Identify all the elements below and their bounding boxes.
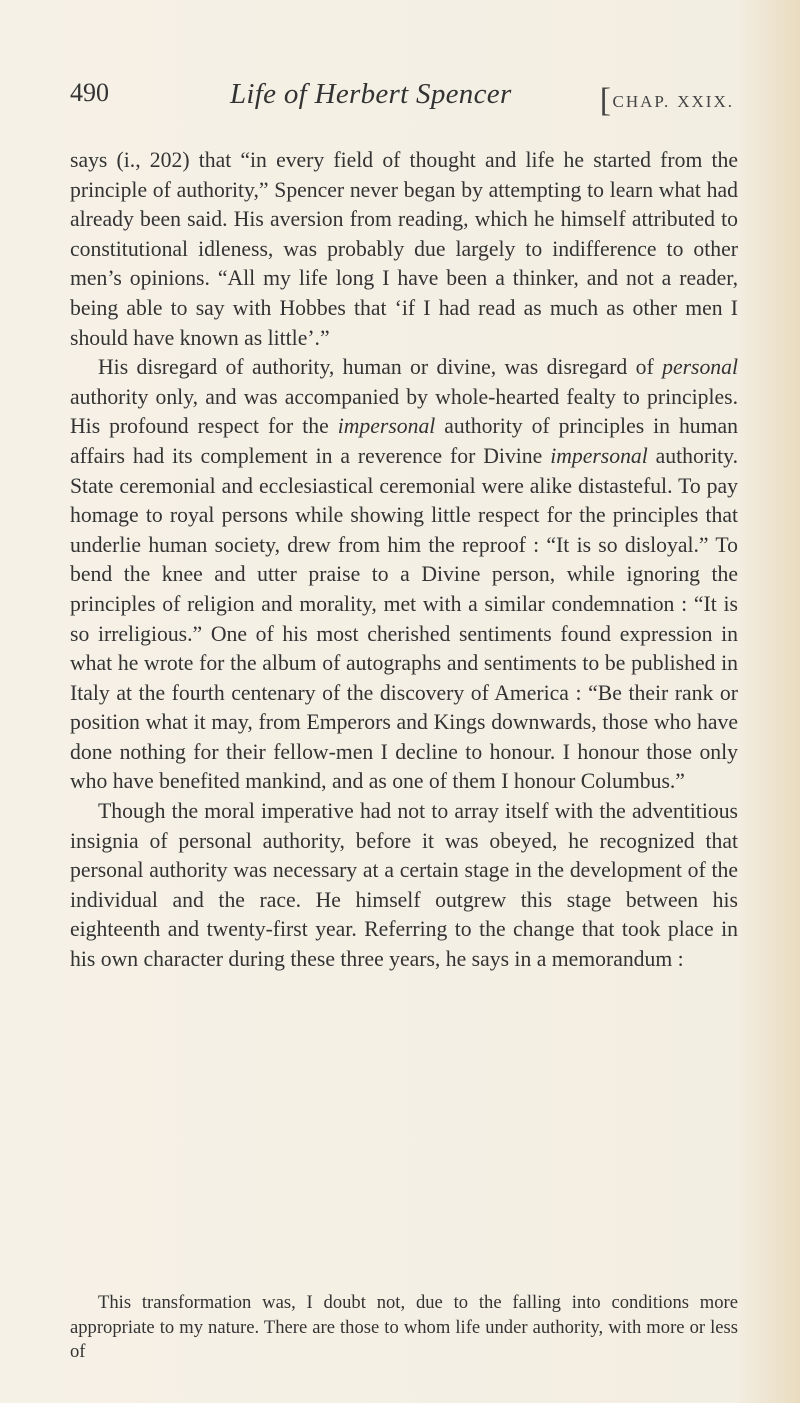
chapter-prefix: CHAP. bbox=[612, 92, 671, 111]
paragraph-2 bbox=[70, 353, 738, 797]
page-number: 490 bbox=[70, 78, 109, 107]
emphasis-impersonal-2: impersonal bbox=[550, 443, 648, 468]
body-text bbox=[70, 146, 738, 975]
chapter-number: XXIX. bbox=[677, 92, 734, 111]
block-quote: This transformation was, I doubt not, due to the falling into conditions more appropriate to my nature. There are those to whom life under authority, with more or less of bbox=[70, 1292, 738, 1362]
chapter-marker: [CHAP. XXIX. bbox=[599, 82, 734, 119]
paragraph-3: Though the moral imperative had not to array itself with the adventitious insignia of personal authority, before it was obeyed, he recognized that personal authority was necessary at a certain stage in the development of the individual and the race. He himself outgrew this stage between his eighteenth and twenty-first year. Referring to the change that took place in his own character during these three years, he says in a memorandum : bbox=[70, 799, 738, 972]
paragraph-2-text-c: authority of principles in human affairs had its complement in a reverence for Divine bbox=[70, 414, 738, 468]
paragraph-2-text-a: His disregard of authority, human or divine, was disregard of bbox=[98, 355, 663, 380]
emphasis-impersonal-1: impersonal bbox=[337, 414, 436, 439]
emphasis-personal: personal bbox=[662, 355, 738, 380]
paragraph-1: says (i., 202) that “in every field of thought and life he started from the principle of authority,” Spencer never began by attempting to learn what had already been said. His aversion from reading, which he himself attributed to constitutional idleness, was probably due largely to indifference to other men’s opinions. “All my life long I have been a thinker, and not a reader, being able to say with Hobbes that ‘if I had read as much as other men I should have known as little’.” bbox=[70, 148, 738, 350]
paragraph-2-text-d: authority. State ceremonial and ecclesiastical ceremonial were alike distasteful. To pay homage to royal persons while showing little respect for the principles that underlie human society, drew from him the reproof : “It is so disloyal.” To bend the knee and utter praise to a Divine person, while ignoring the principles of religion and morality, met with a similar condemnation : “It is so irreligious.” One of his most cherished sentiments found expression in what he wrote for the album of autographs and sentiments to be published in Italy at the fourth centenary of the discovery of America : “Be their rank or position what it may, from Emperors and Kings downwards, those who have done nothing for their fellow-men I decline to honour. I honour those only who have benefited mankind, and as one of them I honour Columbus.” bbox=[70, 443, 738, 794]
running-title: Life of Herbert Spencer bbox=[230, 78, 512, 110]
running-header bbox=[70, 78, 734, 118]
paragraph-2-text-b: authority only, and was accompanied by whole-hearted fealty to principles. His profound respect for the bbox=[70, 384, 738, 439]
